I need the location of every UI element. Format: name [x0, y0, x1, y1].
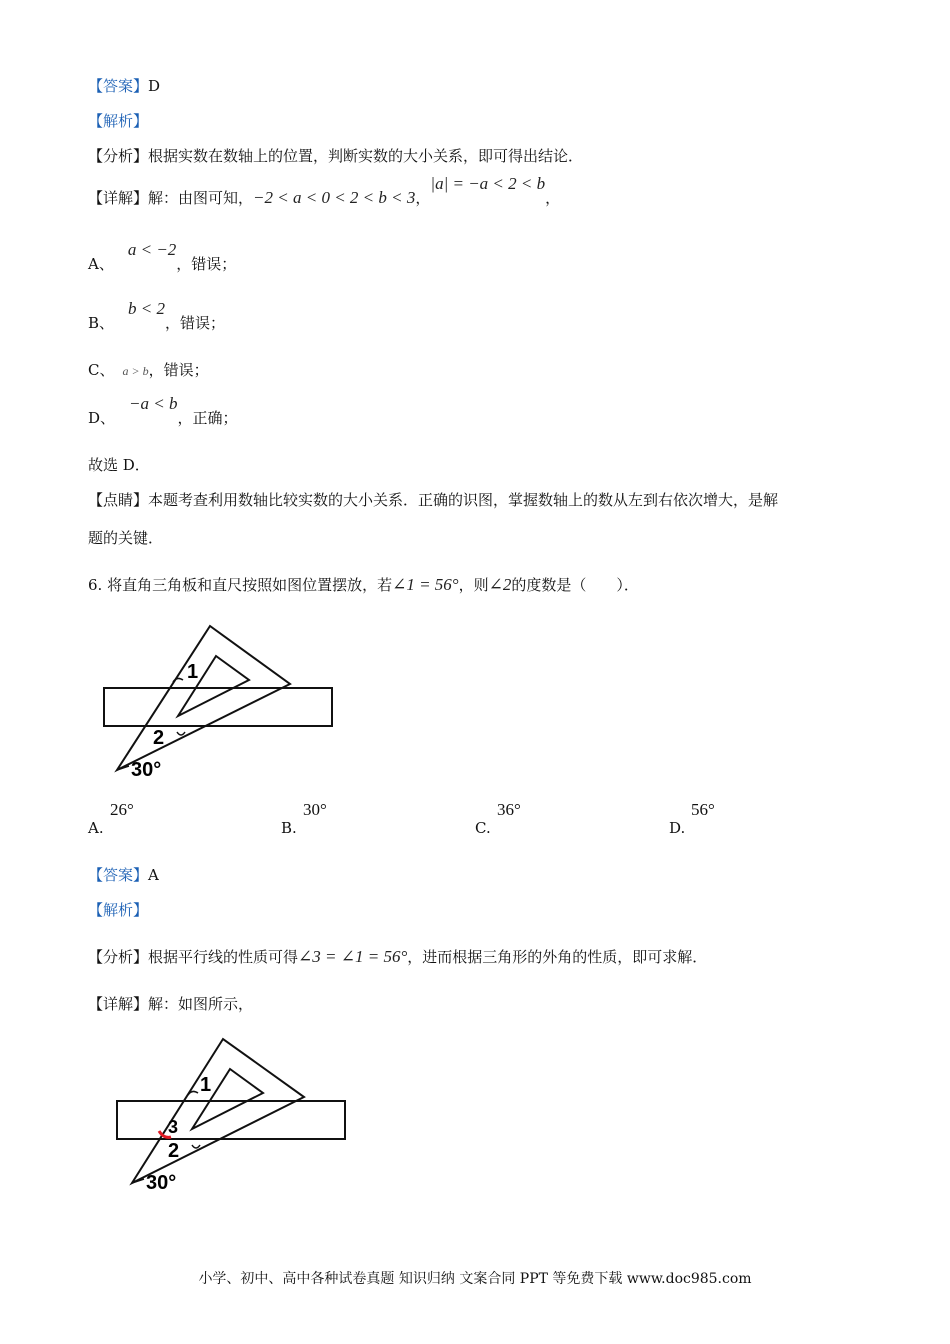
dianjing-text-1: 本题考查利用数轴比较实数的大小关系．正确的识图，掌握数轴上的数从左到右依次增大，是解 — [148, 491, 779, 509]
q6-analysis-heading — [88, 900, 148, 920]
analysis-label: 【解析】 — [88, 112, 149, 130]
option-c-math: a > b — [122, 364, 149, 378]
question-6-stem — [88, 575, 639, 595]
option-c-line — [88, 360, 209, 381]
stem-suffix: 的度数是（ ）． — [511, 576, 639, 594]
option-b-math: b < 2 — [128, 299, 166, 318]
dianjing-label: 【点睛】 — [88, 491, 149, 509]
q6-answer-value: A — [148, 866, 159, 884]
dianjing-line-2: 题的关键． — [88, 529, 164, 547]
figure-label-2: 2 — [153, 727, 165, 749]
q6-fenxi-label: 【分析】 — [88, 948, 149, 966]
q6-answer-line — [88, 865, 159, 885]
option-a-key: A、 — [88, 255, 114, 273]
figure2-label-2: 2 — [168, 1140, 180, 1162]
answer-line — [88, 76, 160, 96]
option-a-text: ，错误； — [176, 255, 237, 273]
angle-arc-2-b — [192, 1145, 200, 1148]
fenxi-text: 根据实数在数轴上的位置，判断实数的大小关系，即可得出结论． — [148, 147, 584, 165]
angle-arc-2 — [177, 732, 185, 735]
dianjing-line — [88, 490, 778, 510]
figure-ruler-triangle — [95, 620, 355, 790]
answer-value: D — [148, 77, 161, 95]
option-a-line — [88, 240, 237, 274]
option-c-text: ，错误； — [148, 361, 209, 379]
stem-math-angle1: ∠1 = 56° — [392, 575, 459, 594]
option-a-math: a < −2 — [127, 240, 177, 259]
answer-label: 【答案】 — [88, 77, 149, 95]
q6-detail-label: 【详解】 — [88, 995, 149, 1013]
figure2-label-30: 30° — [146, 1172, 177, 1194]
q6-detail-line — [88, 994, 253, 1014]
q6-answer-label: 【答案】 — [88, 866, 149, 884]
conclusion-line: 故选 D． — [88, 456, 150, 474]
triangle-outer-2 — [132, 1039, 304, 1183]
detail-end: ， — [545, 189, 561, 207]
choice-c-value: 36° — [497, 800, 521, 819]
q6-fenxi-prefix: 根据平行线的性质可得 — [148, 948, 299, 966]
option-b-key: B、 — [88, 314, 115, 332]
detail-math-abs: |a| = −a < 2 < b — [430, 174, 546, 193]
figure-ruler-triangle-annotated — [108, 1035, 368, 1205]
choice-d-key: D. — [669, 819, 686, 837]
option-b-line — [88, 299, 226, 333]
triangle-outer — [117, 626, 290, 770]
choice-a-key: A. — [88, 819, 104, 837]
analysis-heading — [88, 111, 148, 131]
q6-fenxi-line — [88, 947, 707, 967]
option-d-key: D、 — [88, 409, 116, 427]
detail-line — [88, 174, 561, 208]
fenxi-line — [88, 146, 583, 166]
option-c-key: C、 — [88, 361, 115, 379]
figure-label-1: 1 — [187, 661, 199, 683]
choice-d-value: 56° — [691, 800, 715, 819]
q6-analysis-label: 【解析】 — [88, 901, 149, 919]
detail-separator: ， — [415, 189, 431, 207]
detail-text: 解：由图可知， — [148, 189, 254, 207]
stem-prefix: 6. 将直角三角板和直尺按照如图位置摆放，若 — [88, 576, 393, 594]
choice-b-key: B. — [281, 819, 297, 837]
stem-mid: ，则 — [458, 576, 489, 594]
choice-b-value: 30° — [303, 800, 327, 819]
choice-b[interactable] — [281, 800, 327, 838]
option-d-line — [88, 394, 238, 428]
detail-math-inequality: −2 < a < 0 < 2 < b < 3 — [253, 188, 416, 207]
q6-fenxi-math: ∠3 = ∠1 = 56° — [298, 947, 408, 966]
figure-label-30: 30° — [131, 759, 162, 781]
choice-c[interactable] — [475, 800, 521, 838]
option-d-text: ，正确； — [177, 409, 238, 427]
choice-a-value: 26° — [110, 800, 134, 819]
q6-detail-text: 解：如图所示， — [148, 995, 254, 1013]
choice-c-key: C. — [475, 819, 491, 837]
footer-banner: 小学、初中、高中各种试卷真题 知识归纳 文案合同 PPT 等免费下载 www.doc985.com — [198, 1271, 752, 1287]
detail-label: 【详解】 — [88, 189, 149, 207]
choice-d[interactable] — [669, 800, 715, 838]
stem-math-angle2: ∠2 — [488, 575, 512, 594]
figure2-label-3: 3 — [168, 1117, 179, 1137]
option-b-text: ，错误； — [165, 314, 226, 332]
figure2-label-1: 1 — [200, 1074, 212, 1096]
choice-a[interactable] — [88, 800, 134, 838]
option-d-math: −a < b — [129, 394, 178, 413]
fenxi-label: 【分析】 — [88, 147, 149, 165]
q6-fenxi-suffix: ，进而根据三角形的外角的性质，即可求解． — [407, 948, 708, 966]
